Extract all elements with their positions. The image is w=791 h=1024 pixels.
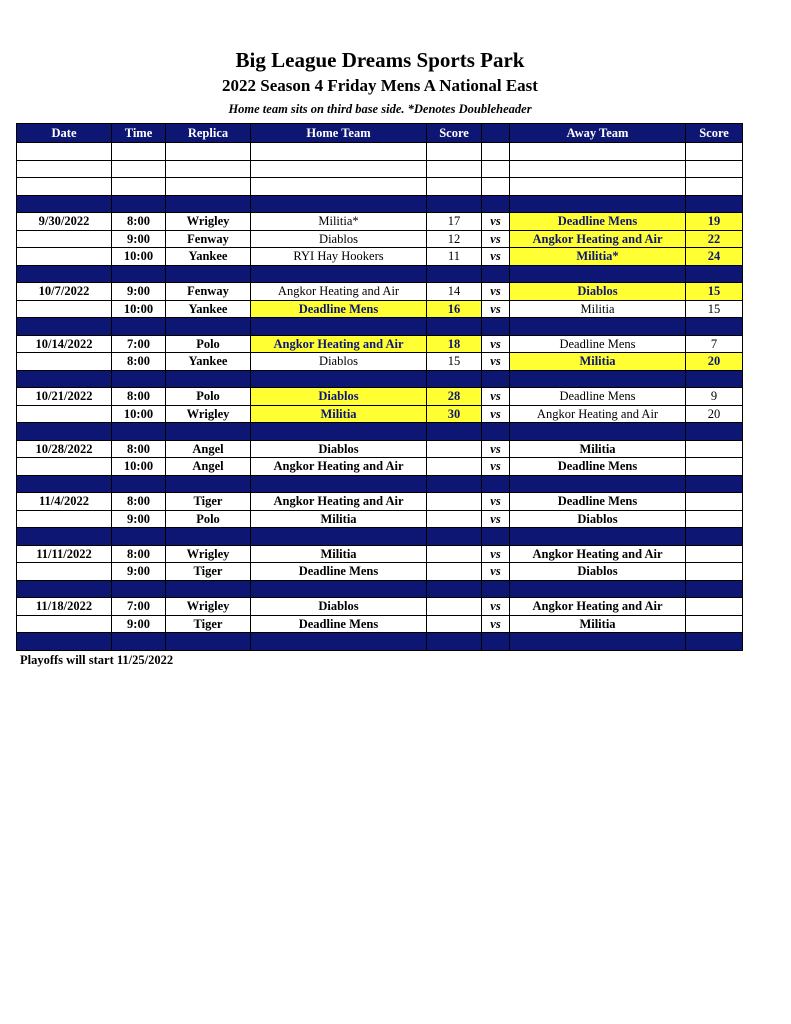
home-score-cell: 17 [427,213,482,231]
away-score-cell: 15 [686,300,743,318]
home-team-cell: Deadline Mens [251,300,427,318]
home-score-cell [427,615,482,633]
game-row [17,563,743,581]
blank-cell [112,143,166,161]
date-cell: 10/28/2022 [17,440,112,458]
separator-row [17,195,743,213]
separator-cell [482,580,510,598]
replica-cell: Tiger [166,563,251,581]
schedule-table [16,123,743,651]
time-cell: 8:00 [112,353,166,371]
separator-cell [427,370,482,388]
away-score-cell [686,440,743,458]
away-team-cell: Deadline Mens [510,493,686,511]
separator-cell [482,633,510,651]
home-team-cell: Angkor Heating and Air [251,493,427,511]
blank-cell [686,160,743,178]
col-header-date: Date [17,124,112,143]
vs-cell: vs [482,440,510,458]
separator-cell [686,265,743,283]
separator-row [17,475,743,493]
separator-cell [427,423,482,441]
home-team-cell: Militia* [251,213,427,231]
game-row [17,300,743,318]
separator-cell [510,370,686,388]
vs-cell: vs [482,248,510,266]
away-team-cell: Diablos [510,510,686,528]
vs-cell: vs [482,615,510,633]
away-team-cell: Deadline Mens [510,335,686,353]
date-cell: 10/14/2022 [17,335,112,353]
vs-cell: vs [482,405,510,423]
home-team-cell: RYI Hay Hookers [251,248,427,266]
replica-cell: Angel [166,440,251,458]
blank-cell [427,143,482,161]
home-team-cell: Angkor Heating and Air [251,335,427,353]
home-score-cell [427,440,482,458]
away-team-cell: Militia [510,353,686,371]
blank-cell [686,178,743,196]
col-header-away-score: Score [686,124,743,143]
separator-cell [686,318,743,336]
blank-cell [112,160,166,178]
game-row [17,230,743,248]
separator-cell [166,195,251,213]
blank-row [17,160,743,178]
separator-cell [686,580,743,598]
time-cell: 8:00 [112,440,166,458]
home-team-cell: Diablos [251,388,427,406]
replica-cell: Tiger [166,615,251,633]
away-team-cell: Deadline Mens [510,388,686,406]
separator-cell [17,580,112,598]
separator-cell [251,195,427,213]
home-team-cell: Angkor Heating and Air [251,283,427,301]
separator-cell [427,475,482,493]
replica-cell: Wrigley [166,405,251,423]
home-score-cell: 15 [427,353,482,371]
away-team-cell: Angkor Heating and Air [510,230,686,248]
vs-cell: vs [482,283,510,301]
away-team-cell: Deadline Mens [510,458,686,476]
blank-cell [17,160,112,178]
separator-cell [112,475,166,493]
separator-cell [112,370,166,388]
separator-cell [427,265,482,283]
away-team-cell: Diablos [510,563,686,581]
col-header-home-score: Score [427,124,482,143]
away-score-cell [686,615,743,633]
home-team-cell: Diablos [251,598,427,616]
blank-cell [686,143,743,161]
blank-cell [112,178,166,196]
time-cell: 10:00 [112,248,166,266]
home-team-cell: Militia [251,510,427,528]
separator-cell [166,633,251,651]
replica-cell: Yankee [166,300,251,318]
home-score-cell [427,458,482,476]
blank-cell [482,160,510,178]
replica-cell: Yankee [166,353,251,371]
col-header-away-team: Away Team [510,124,686,143]
away-team-cell: Angkor Heating and Air [510,405,686,423]
separator-cell [17,423,112,441]
time-cell: 7:00 [112,335,166,353]
time-cell: 8:00 [112,545,166,563]
home-score-cell [427,493,482,511]
separator-cell [112,580,166,598]
time-cell: 10:00 [112,458,166,476]
separator-cell [251,528,427,546]
time-cell: 10:00 [112,300,166,318]
date-cell: 9/30/2022 [17,213,112,231]
separator-cell [251,265,427,283]
separator-cell [510,633,686,651]
blank-cell [17,143,112,161]
blank-row [17,178,743,196]
vs-cell: vs [482,300,510,318]
away-score-cell [686,598,743,616]
date-cell [17,353,112,371]
away-score-cell [686,458,743,476]
vs-cell: vs [482,545,510,563]
separator-cell [686,475,743,493]
blank-cell [510,160,686,178]
away-score-cell: 20 [686,353,743,371]
separator-cell [166,423,251,441]
away-team-cell: Angkor Heating and Air [510,545,686,563]
game-row [17,598,743,616]
time-cell: 9:00 [112,563,166,581]
separator-cell [686,370,743,388]
game-row [17,493,743,511]
date-cell [17,458,112,476]
separator-cell [17,265,112,283]
game-row [17,510,743,528]
time-cell: 9:00 [112,510,166,528]
separator-cell [112,195,166,213]
blank-row [17,143,743,161]
separator-cell [482,265,510,283]
vs-cell: vs [482,335,510,353]
replica-cell: Fenway [166,283,251,301]
separator-cell [112,318,166,336]
separator-cell [166,580,251,598]
separator-cell [166,318,251,336]
separator-cell [17,195,112,213]
separator-cell [510,528,686,546]
separator-row [17,580,743,598]
home-score-cell: 14 [427,283,482,301]
away-score-cell [686,563,743,581]
away-team-cell: Militia [510,440,686,458]
time-cell: 9:00 [112,283,166,301]
blank-cell [510,143,686,161]
home-score-cell [427,563,482,581]
col-header-vs [482,124,510,143]
home-score-cell [427,510,482,528]
date-cell: 10/7/2022 [17,283,112,301]
game-row [17,388,743,406]
separator-cell [482,528,510,546]
game-row [17,248,743,266]
separator-cell [427,195,482,213]
date-cell: 11/11/2022 [17,545,112,563]
home-score-cell: 11 [427,248,482,266]
date-cell [17,405,112,423]
vs-cell: vs [482,388,510,406]
separator-cell [251,318,427,336]
vs-cell: vs [482,563,510,581]
separator-cell [427,318,482,336]
game-row [17,353,743,371]
home-team-cell: Deadline Mens [251,615,427,633]
separator-cell [251,370,427,388]
date-cell [17,230,112,248]
replica-cell: Tiger [166,493,251,511]
time-cell: 8:00 [112,213,166,231]
separator-cell [510,423,686,441]
home-team-cell: Diablos [251,440,427,458]
separator-cell [482,370,510,388]
away-score-cell: 7 [686,335,743,353]
separator-cell [251,633,427,651]
separator-cell [166,475,251,493]
replica-cell: Fenway [166,230,251,248]
time-cell: 9:00 [112,230,166,248]
home-team-cell: Militia [251,545,427,563]
game-row [17,440,743,458]
separator-cell [686,633,743,651]
blank-cell [251,178,427,196]
page-title: Big League Dreams Sports Park [235,48,525,72]
page-subtitle: 2022 Season 4 Friday Mens A National East [222,76,538,95]
blank-cell [166,143,251,161]
away-score-cell: 15 [686,283,743,301]
separator-cell [482,195,510,213]
away-score-cell: 22 [686,230,743,248]
separator-cell [17,528,112,546]
home-score-cell: 30 [427,405,482,423]
separator-cell [510,195,686,213]
away-score-cell [686,510,743,528]
vs-cell: vs [482,230,510,248]
away-score-cell [686,545,743,563]
separator-cell [251,580,427,598]
date-cell [17,510,112,528]
separator-cell [112,265,166,283]
col-header-home-team: Home Team [251,124,427,143]
home-team-cell: Deadline Mens [251,563,427,581]
date-cell: 11/18/2022 [17,598,112,616]
separator-cell [17,475,112,493]
separator-cell [112,633,166,651]
away-score-cell: 20 [686,405,743,423]
away-team-cell: Diablos [510,283,686,301]
time-cell: 10:00 [112,405,166,423]
away-score-cell: 24 [686,248,743,266]
separator-cell [482,423,510,441]
time-cell: 9:00 [112,615,166,633]
game-row [17,615,743,633]
separator-cell [686,528,743,546]
separator-cell [510,318,686,336]
separator-cell [17,633,112,651]
date-cell: 10/21/2022 [17,388,112,406]
blank-cell [427,160,482,178]
blank-cell [166,178,251,196]
separator-cell [17,318,112,336]
home-score-cell: 16 [427,300,482,318]
game-row [17,458,743,476]
schedule-note: Home team sits on third base side. *Denotes Doubleheader [228,102,532,116]
vs-cell: vs [482,458,510,476]
replica-cell: Polo [166,510,251,528]
away-team-cell: Militia* [510,248,686,266]
vs-cell: vs [482,510,510,528]
playoffs-note: Playoffs will start 11/25/2022 [20,653,174,667]
date-cell [17,615,112,633]
separator-cell [686,195,743,213]
date-cell: 11/4/2022 [17,493,112,511]
date-cell [17,248,112,266]
game-row [17,545,743,563]
away-team-cell: Angkor Heating and Air [510,598,686,616]
game-row [17,283,743,301]
blank-cell [251,160,427,178]
blank-cell [482,143,510,161]
home-team-cell: Militia [251,405,427,423]
time-cell: 8:00 [112,493,166,511]
replica-cell: Yankee [166,248,251,266]
separator-cell [427,633,482,651]
separator-cell [166,265,251,283]
vs-cell: vs [482,493,510,511]
separator-row [17,265,743,283]
vs-cell: vs [482,598,510,616]
separator-cell [510,475,686,493]
away-team-cell: Deadline Mens [510,213,686,231]
game-row [17,405,743,423]
away-score-cell: 9 [686,388,743,406]
blank-cell [427,178,482,196]
game-row [17,213,743,231]
replica-cell: Angel [166,458,251,476]
home-score-cell [427,545,482,563]
col-header-time: Time [112,124,166,143]
replica-cell: Wrigley [166,213,251,231]
separator-cell [251,423,427,441]
blank-cell [482,178,510,196]
schedule-body [17,143,743,651]
date-cell [17,300,112,318]
time-cell: 8:00 [112,388,166,406]
vs-cell: vs [482,353,510,371]
home-score-cell [427,598,482,616]
separator-cell [112,528,166,546]
separator-cell [427,528,482,546]
home-score-cell: 18 [427,335,482,353]
separator-row [17,528,743,546]
away-team-cell: Militia [510,300,686,318]
separator-row [17,370,743,388]
away-team-cell: Militia [510,615,686,633]
home-score-cell: 28 [427,388,482,406]
away-score-cell [686,493,743,511]
separator-cell [166,370,251,388]
separator-cell [251,475,427,493]
replica-cell: Wrigley [166,598,251,616]
separator-row [17,423,743,441]
separator-row [17,633,743,651]
col-header-replica: Replica [166,124,251,143]
separator-row [17,318,743,336]
blank-cell [17,178,112,196]
separator-cell [482,475,510,493]
home-team-cell: Diablos [251,353,427,371]
vs-cell: vs [482,213,510,231]
replica-cell: Polo [166,388,251,406]
home-team-cell: Diablos [251,230,427,248]
separator-cell [482,318,510,336]
away-score-cell: 19 [686,213,743,231]
home-team-cell: Angkor Heating and Air [251,458,427,476]
separator-cell [166,528,251,546]
game-row [17,335,743,353]
separator-cell [686,423,743,441]
home-score-cell: 12 [427,230,482,248]
blank-cell [166,160,251,178]
replica-cell: Polo [166,335,251,353]
separator-cell [510,580,686,598]
time-cell: 7:00 [112,598,166,616]
blank-cell [251,143,427,161]
separator-cell [17,370,112,388]
separator-cell [510,265,686,283]
date-cell [17,563,112,581]
blank-cell [510,178,686,196]
separator-cell [112,423,166,441]
header-row [17,124,743,143]
separator-cell [427,580,482,598]
replica-cell: Wrigley [166,545,251,563]
